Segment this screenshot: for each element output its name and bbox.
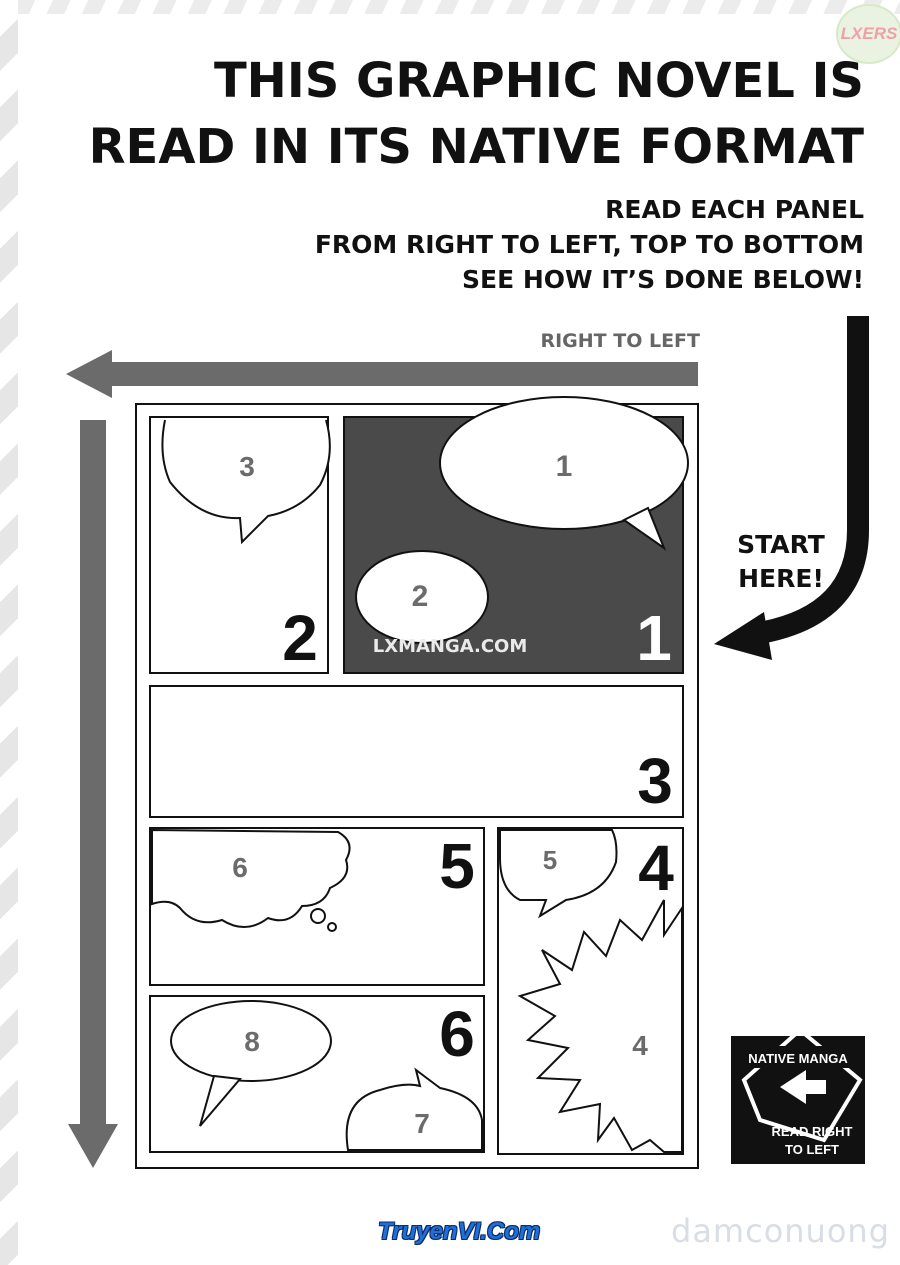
bubble-2-number: 2 <box>411 580 429 613</box>
top-to-bottom-arrow <box>68 420 118 1168</box>
start-here-label: START HERE! <box>737 530 825 593</box>
right-to-left-arrow <box>66 350 698 398</box>
instruction-line-3: SEE HOW IT’S DONE BELOW! <box>462 265 864 294</box>
title-line-1: THIS GRAPHIC NOVEL IS <box>213 53 864 109</box>
instruction-line-2: FROM RIGHT TO LEFT, TOP TO BOTTOM <box>314 230 864 259</box>
damconuong-watermark: damconuong <box>671 1212 890 1250</box>
panel-4-number: 4 <box>638 832 674 904</box>
panel-1 <box>344 397 688 674</box>
right-to-left-label: RIGHT TO LEFT <box>540 330 700 352</box>
instruction-line-1: READ EACH PANEL <box>605 195 864 224</box>
bubble-4-number: 4 <box>632 1030 648 1061</box>
panel-3 <box>150 686 683 817</box>
badge-bottom-line-1: READ RIGHT <box>771 1124 853 1139</box>
truyenvi-logo: TruyenVI.Com <box>378 1218 541 1245</box>
bubble-1-number: 1 <box>555 450 573 483</box>
bubble-5-number: 5 <box>542 845 558 875</box>
title-line-2: READ IN ITS NATIVE FORMAT <box>88 119 864 175</box>
panel-2 <box>150 417 330 674</box>
panel-1-number: 1 <box>636 602 672 674</box>
badge-top-text: NATIVE MANGA <box>748 1051 848 1066</box>
lxers-logo: LXERS <box>836 4 900 64</box>
panel-3-number: 3 <box>637 745 673 817</box>
panel-5 <box>150 828 484 985</box>
panel-6 <box>150 996 484 1152</box>
panel-2-number: 2 <box>282 602 318 674</box>
bubble-6-number: 6 <box>232 852 248 883</box>
bubble-3-number: 3 <box>239 451 255 482</box>
start-here-arrow <box>714 316 858 660</box>
panel-5-number: 5 <box>439 830 475 902</box>
lxmanga-watermark: LXMANGA.COM <box>372 636 528 657</box>
bubble-8-number: 8 <box>244 1026 260 1057</box>
badge-bottom-line-2: TO LEFT <box>785 1142 839 1157</box>
panel-4 <box>498 828 683 1154</box>
bubble-7-number: 7 <box>414 1108 430 1139</box>
native-manga-badge <box>731 1030 865 1164</box>
panel-6-number: 6 <box>439 998 475 1070</box>
